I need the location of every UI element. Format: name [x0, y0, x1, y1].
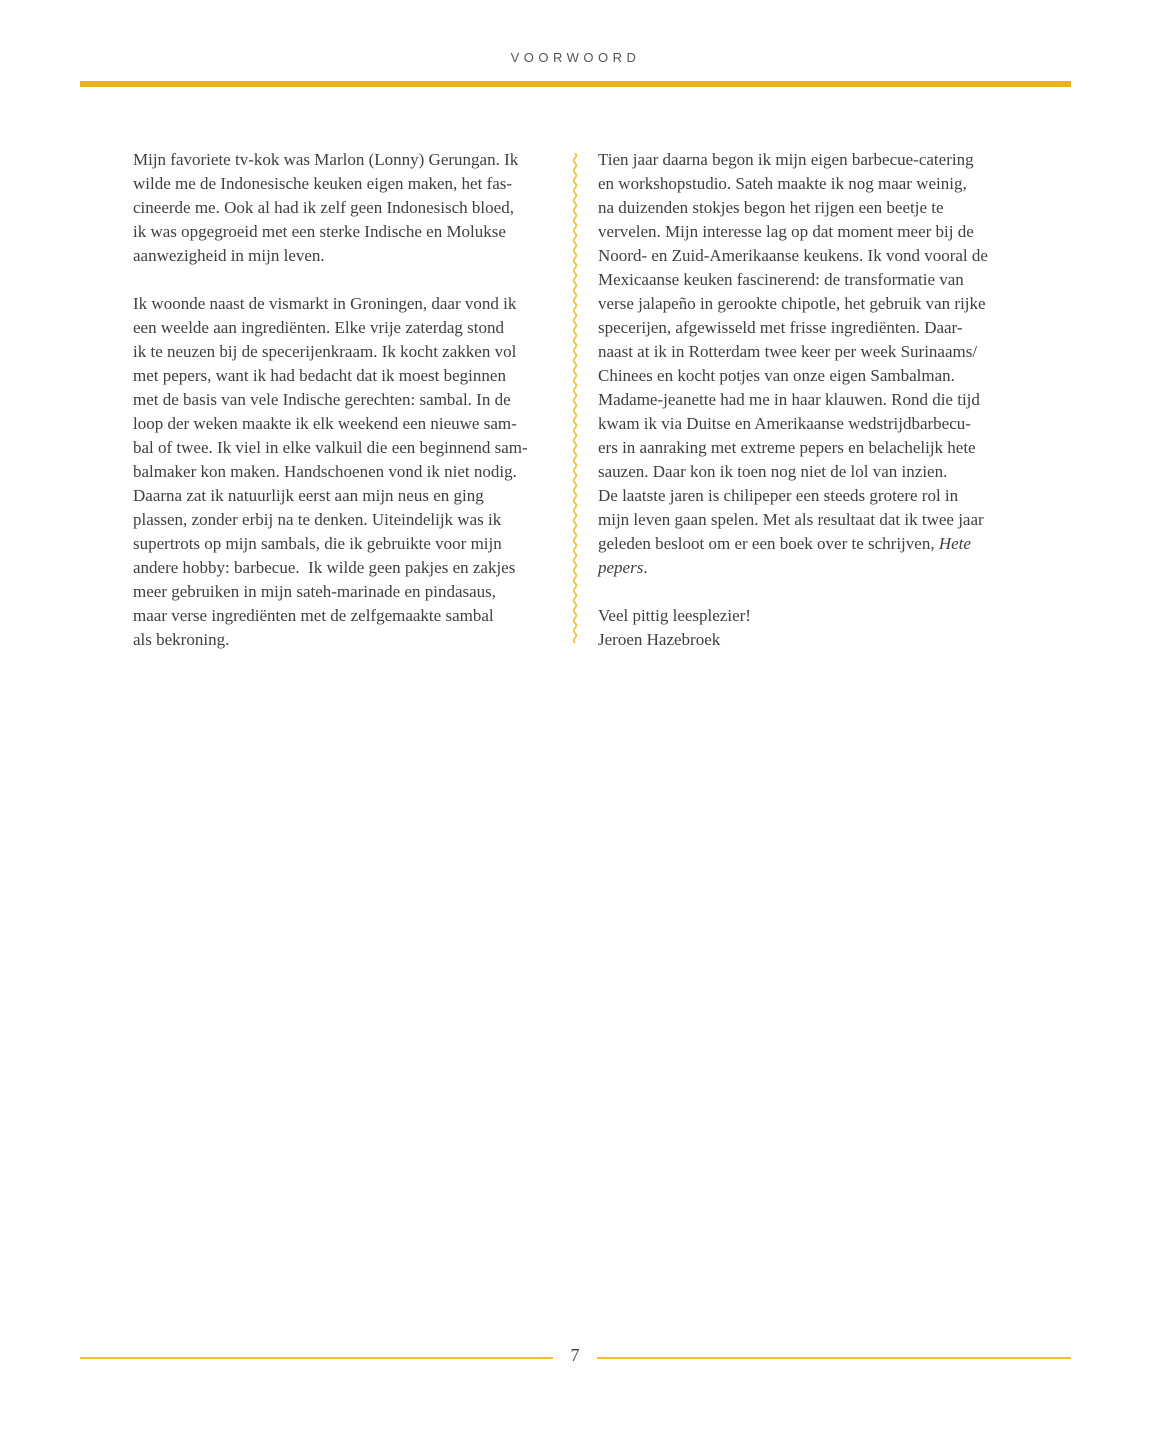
text-line: Mijn favoriete tv-kok was Marlon (Lonny) Gerungan. Ik [133, 150, 519, 169]
text-line: naast at ik in Rotterdam twee keer per week Surinaams/ [598, 342, 978, 361]
text-line: verse jalapeño in gerookte chipotle, het gebruik van rijke [598, 294, 986, 313]
text-line: met de basis van vele Indische gerechten: sambal. In de [133, 390, 511, 409]
paragraph [133, 292, 565, 652]
paragraph [598, 148, 1030, 580]
text-segment: geleden besloot om er een boek over te schrijven, [598, 534, 939, 553]
text-line: aanwezigheid in mijn leven. [133, 246, 325, 265]
text-line [598, 556, 1030, 580]
text-line: ik was opgegroeid met een sterke Indische en Molukse [133, 222, 506, 241]
text-line: als bekroning. [133, 630, 230, 649]
text-line: Noord- en Zuid-Amerikaanse keukens. Ik vond vooral de [598, 246, 988, 265]
text-line: vervelen. Mijn interesse lag op dat moment meer bij de [598, 222, 974, 241]
text-line: Madame-jeanette had me in haar klauwen. Rond die tijd [598, 390, 980, 409]
text-line: specerijen, afgewisseld met frisse ingrediënten. Daar- [598, 318, 963, 337]
text-line: meer gebruiken in mijn sateh-marinade en pindasaus, [133, 582, 497, 601]
text-line: kwam ik via Duitse en Amerikaanse wedstrijdbarbecu- [598, 414, 971, 433]
text-line: De laatste jaren is chilipeper een steeds grotere rol in [598, 486, 959, 505]
paragraph [598, 604, 1030, 652]
text-line: met pepers, want ik had bedacht dat ik moest beginnen [133, 366, 506, 385]
text-line: sauzen. Daar kon ik toen nog niet de lol van inzien. [598, 462, 948, 481]
header-rule [80, 81, 1071, 87]
text-line: Jeroen Hazebroek [598, 630, 721, 649]
text-line: bal of twee. Ik viel in elke valkuil die een beginnend sam- [133, 438, 528, 457]
text-line: na duizenden stokjes begon het rijgen een beetje te [598, 198, 944, 217]
footer-rule-right [597, 1357, 1071, 1359]
text-line: Chinees en kocht potjes van onze eigen Sambalman. [598, 366, 955, 385]
text-line: ers in aanraking met extreme pepers en belachelijk hete [598, 438, 976, 457]
text-segment: . [643, 558, 648, 577]
text-line: mijn leven gaan spelen. Met als resultaat dat ik twee jaar [598, 510, 984, 529]
left-text-column [133, 148, 565, 652]
footer-rule-left [80, 1357, 553, 1359]
text-line: Mexicaanse keuken fascinerend: de transformatie van [598, 270, 964, 289]
text-line: supertrots op mijn sambals, die ik gebruikte voor mijn [133, 534, 502, 553]
text-line: een weelde aan ingrediënten. Elke vrije zaterdag stond [133, 318, 504, 337]
text-line: Veel pittig leesplezier! [598, 606, 751, 625]
text-line: maar verse ingrediënten met de zelfgemaakte sambal [133, 606, 494, 625]
page-number: 7 [570, 1345, 580, 1365]
chapter-title: VOORWOORD [510, 50, 641, 65]
text-line: wilde me de Indonesische keuken eigen maken, het fas- [133, 174, 513, 193]
text-line: ik te neuzen bij de specerijenkraam. Ik kocht zakken vol [133, 342, 517, 361]
italic-text: pepers [598, 558, 644, 577]
text-line: andere hobby: barbecue. Ik wilde geen pakjes en zakjes [133, 558, 516, 577]
italic-text: Hete [938, 534, 971, 553]
text-line: plassen, zonder erbij na te denken. Uiteindelijk was ik [133, 510, 502, 529]
text-line: cineerde me. Ook al had ik zelf geen Indonesisch bloed, [133, 198, 514, 217]
paragraph [133, 148, 565, 268]
text-line: Tien jaar daarna begon ik mijn eigen barbecue-catering [598, 150, 974, 169]
text-line: loop der weken maakte ik elk weekend een nieuwe sam- [133, 414, 517, 433]
right-text-column [598, 148, 1030, 652]
text-line: en workshopstudio. Sateh maakte ik nog maar weinig, [598, 174, 967, 193]
squiggle-divider-icon [568, 153, 582, 649]
text-line [598, 532, 1030, 556]
text-line: Daarna zat ik natuurlijk eerst aan mijn neus en ging [133, 486, 484, 505]
text-line: Ik woonde naast de vismarkt in Groningen, daar vond ik [133, 294, 517, 313]
text-line: balmaker kon maken. Handschoenen vond ik niet nodig. [133, 462, 517, 481]
